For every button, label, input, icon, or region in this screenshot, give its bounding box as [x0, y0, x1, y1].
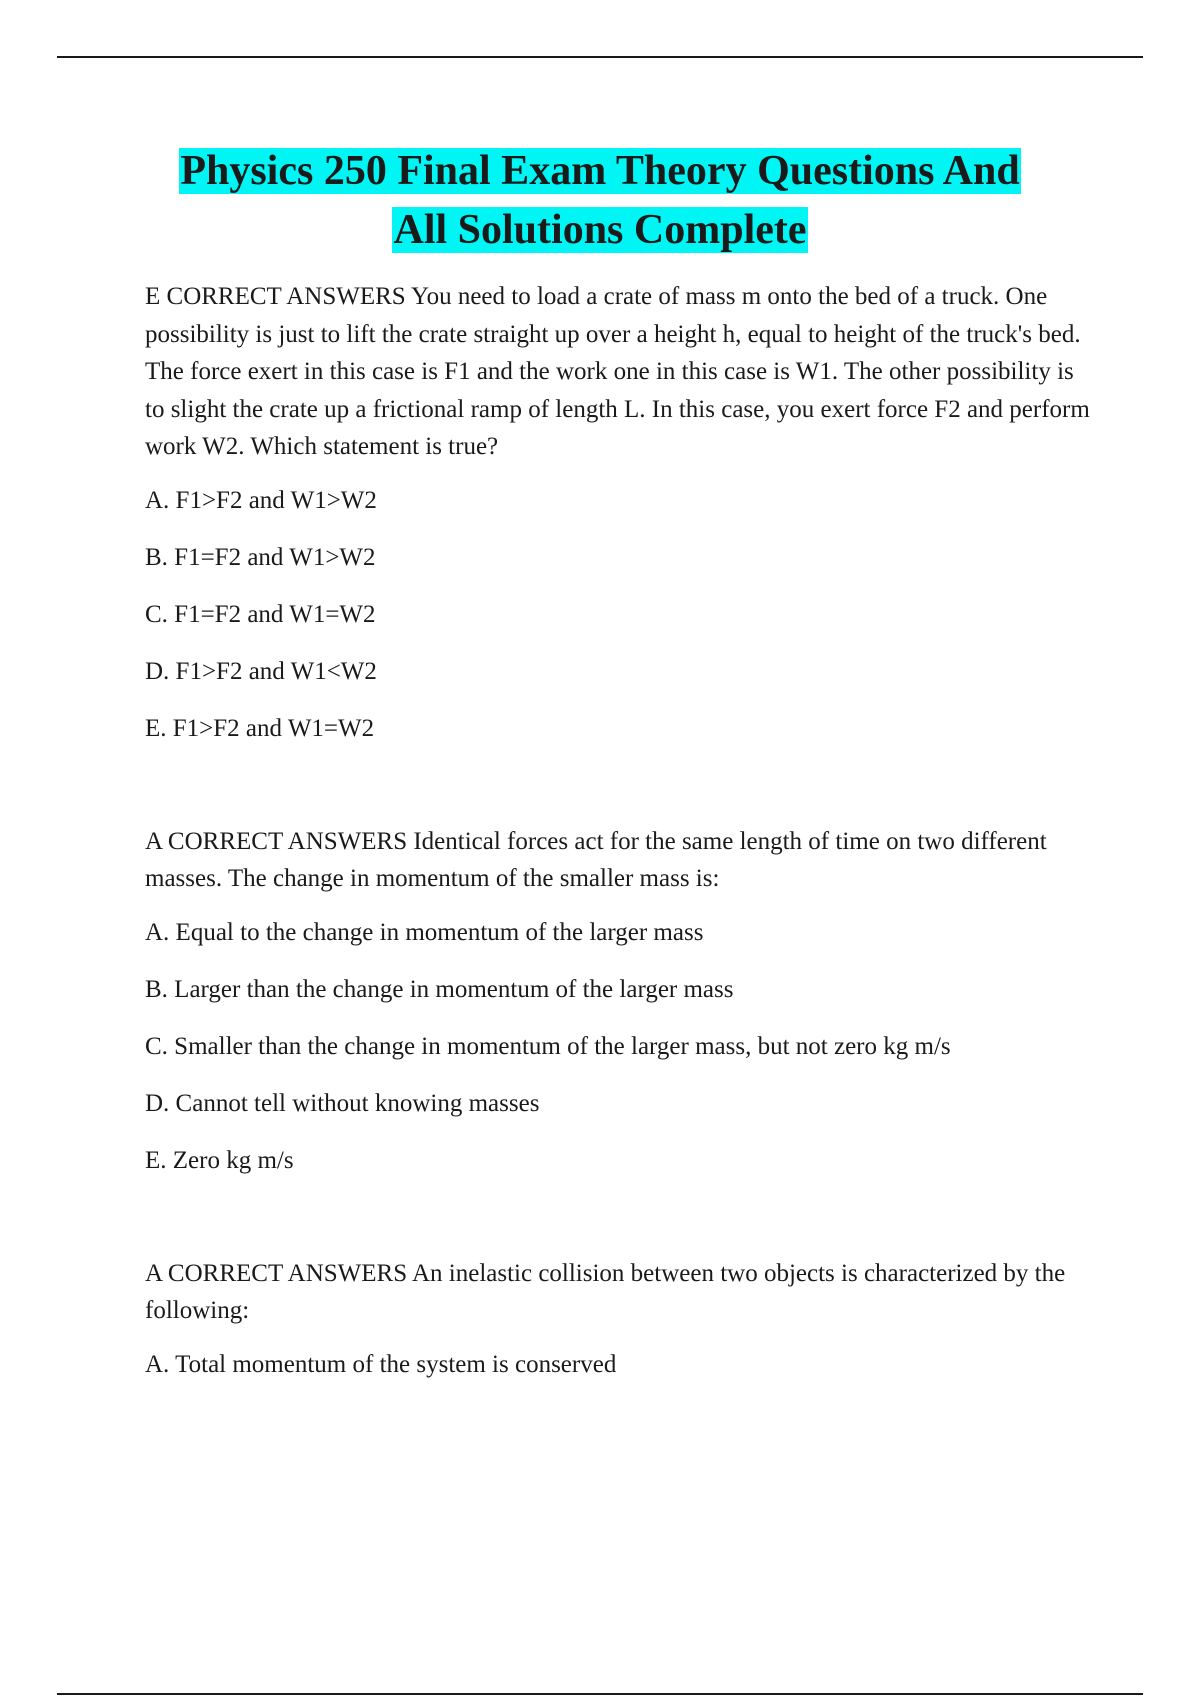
answer-option: C. F1=F2 and W1=W2 — [145, 600, 376, 628]
answer-option: A. Total momentum of the system is conserved — [145, 1350, 617, 1378]
document-body — [145, 278, 1090, 1403]
question-text: A CORRECT ANSWERS Identical forces act for the same length of time on two different masses. The change in momentum of the smaller mass is: — [145, 827, 1047, 892]
question-1 — [145, 278, 1090, 767]
top-rule — [57, 56, 1143, 58]
title-line-1: Physics 250 Final Exam Theory Questions And — [180, 148, 1020, 194]
question-3 — [145, 1255, 1090, 1403]
page-title — [0, 142, 1200, 260]
spacer — [145, 1199, 1090, 1255]
answer-option: A. Equal to the change in momentum of the larger mass — [145, 918, 704, 946]
spacer — [145, 767, 1090, 823]
title-line-2: All Solutions Complete — [393, 207, 807, 253]
answer-option: B. Larger than the change in momentum of the larger mass — [145, 975, 734, 1003]
answer-option: E. Zero kg m/s — [145, 1146, 294, 1174]
answer-option: B. F1=F2 and W1>W2 — [145, 543, 376, 571]
answer-option: D. Cannot tell without knowing masses — [145, 1089, 540, 1117]
answer-option: A. F1>F2 and W1>W2 — [145, 486, 377, 514]
answer-option: D. F1>F2 and W1<W2 — [145, 657, 377, 685]
question-text: A CORRECT ANSWERS An inelastic collision between two objects is characterized by the following: — [145, 1259, 1066, 1324]
answer-option: E. F1>F2 and W1=W2 — [145, 714, 375, 742]
question-2 — [145, 823, 1090, 1199]
bottom-rule — [57, 1693, 1143, 1695]
question-text: E CORRECT ANSWERS You need to load a crate of mass m onto the bed of a truck. One possibility is just to lift the crate straight up over a height h, equal to height of the truck's bed. The force exert in this case is F1 and the work one in this case is W1. The other possibility is to slight the crate up a frictional ramp of length L. In this case, you exert force F2 and perform work W2. Which statement is true? — [145, 283, 1090, 460]
answer-option: C. Smaller than the change in momentum of the larger mass, but not zero kg m/s — [145, 1032, 951, 1060]
